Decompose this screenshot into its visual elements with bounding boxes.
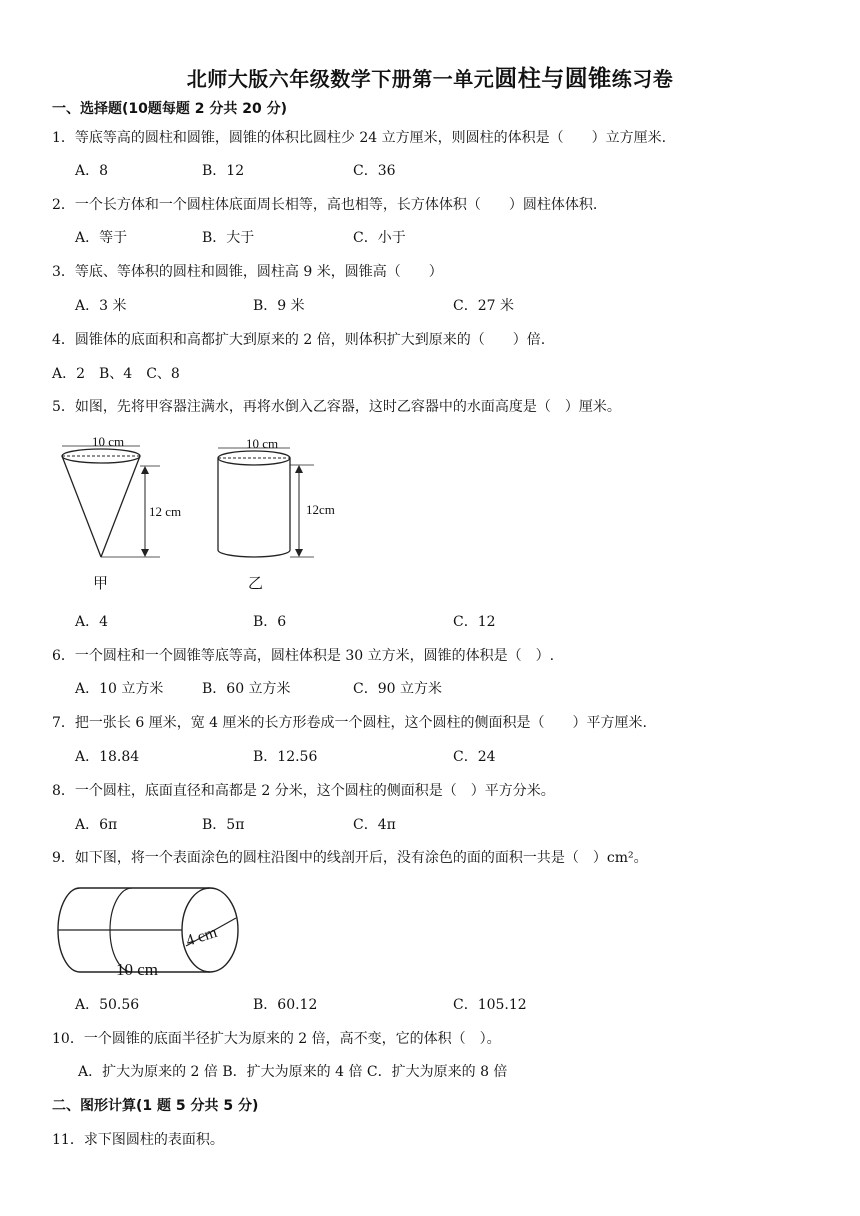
- question-11: 11．求下图圆柱的表面积。: [52, 1132, 224, 1148]
- q7-option-c: C．24: [453, 749, 496, 765]
- q10-options: A．扩大为原来的 2 倍 B．扩大为原来的 4 倍 C．扩大为原来的 8 倍: [78, 1064, 508, 1080]
- cone-jia: [62, 434, 181, 592]
- q6-option-a: A．10 立方米: [75, 681, 164, 697]
- q1-option-a: A．8: [75, 163, 109, 179]
- q1-option-b: B．12: [202, 163, 245, 179]
- title-prefix: 北师大版六年级数学下册第一单元: [186, 67, 495, 91]
- q9-figure: [50, 880, 250, 985]
- question-8: 8．一个圆柱，底面直径和高都是 2 分米，这个圆柱的侧面积是（ ）平方分米。: [52, 783, 555, 799]
- q7-option-b: B．12.56: [253, 749, 318, 765]
- q8-option-c: C．4π: [353, 817, 396, 833]
- q5-option-a: A．4: [75, 614, 109, 630]
- page-title: [0, 60, 860, 93]
- cone-diameter-label: 10 cm: [92, 434, 125, 449]
- q9-length-label: 10 cm: [116, 960, 159, 979]
- q3-option-b: B．9 米: [253, 298, 305, 314]
- q6-option-b: B．60 立方米: [202, 681, 291, 697]
- q5-option-b: B．6: [253, 614, 287, 630]
- cylinder-yi: [218, 436, 335, 592]
- q5-figure: [52, 430, 352, 600]
- q6-option-c: C．90 立方米: [353, 681, 442, 697]
- cylinder-diameter-label: 10 cm: [246, 436, 279, 451]
- title-bold: 圆柱与圆锥: [494, 66, 612, 92]
- question-4: 4．圆锥体的底面积和高都扩大到原来的 2 倍，则体积扩大到原来的（ ）倍.: [52, 332, 546, 348]
- question-1: 1．等底等高的圆柱和圆锥，圆锥的体积比圆柱少 24 立方厘米，则圆柱的体积是（ ）立方厘米.: [52, 130, 667, 146]
- q1-option-c: C．36: [353, 163, 396, 179]
- cone-label: 甲: [93, 576, 109, 592]
- q3-option-a: A．3 米: [75, 298, 127, 314]
- question-7: 7．把一张长 6 厘米，宽 4 厘米的长方形卷成一个圆柱，这个圆柱的侧面积是（ ）平方厘米.: [52, 715, 647, 731]
- q5-option-c: C．12: [453, 614, 496, 630]
- q9-diameter-label: 4 cm: [183, 923, 220, 950]
- q8-option-b: B．5π: [202, 817, 245, 833]
- question-6: 6．一个圆柱和一个圆锥等底等高，圆柱体积是 30 立方米，圆锥的体积是（ ）.: [52, 648, 555, 664]
- q8-option-a: A．6π: [75, 817, 118, 833]
- q2-option-a: A．等于: [75, 230, 128, 246]
- q9-option-a: A．50.56: [75, 997, 140, 1013]
- q2-option-c: C．小于: [353, 230, 406, 246]
- cylinder-height-label: 12cm: [306, 502, 335, 517]
- q7-option-a: A．18.84: [75, 749, 140, 765]
- q9-option-c: C．105.12: [453, 997, 527, 1013]
- cylinder-label: 乙: [248, 576, 264, 592]
- question-3: 3．等底、等体积的圆柱和圆锥，圆柱高 9 米，圆锥高（ ）: [52, 264, 443, 280]
- q4-options: A．2 B、4 C、8: [52, 366, 180, 382]
- question-9: 9．如下图，将一个表面涂色的圆柱沿图中的线剖开后，没有涂色的面的面积一共是（ ）cm²。: [52, 850, 648, 866]
- q3-option-c: C．27 米: [453, 298, 514, 314]
- question-5: 5．如图，先将甲容器注满水，再将水倒入乙容器，这时乙容器中的水面高度是（ ）厘米。: [52, 399, 621, 415]
- q2-option-b: B．大于: [202, 230, 255, 246]
- question-2: 2．一个长方体和一个圆柱体底面周长相等，高也相等，长方体体积（ ）圆柱体体积.: [52, 197, 598, 213]
- q9-option-b: B．60.12: [253, 997, 318, 1013]
- section-2-heading: 二、图形计算(1 题 5 分共 5 分): [52, 1098, 259, 1114]
- title-suffix: 练习卷: [611, 67, 674, 91]
- section-1-heading: 一、选择题(10题每题 2 分共 20 分): [52, 101, 287, 117]
- cone-height-label: 12 cm: [149, 504, 182, 519]
- question-10: 10．一个圆锥的底面半径扩大为原来的 2 倍，高不变，它的体积（ ）。: [52, 1031, 501, 1047]
